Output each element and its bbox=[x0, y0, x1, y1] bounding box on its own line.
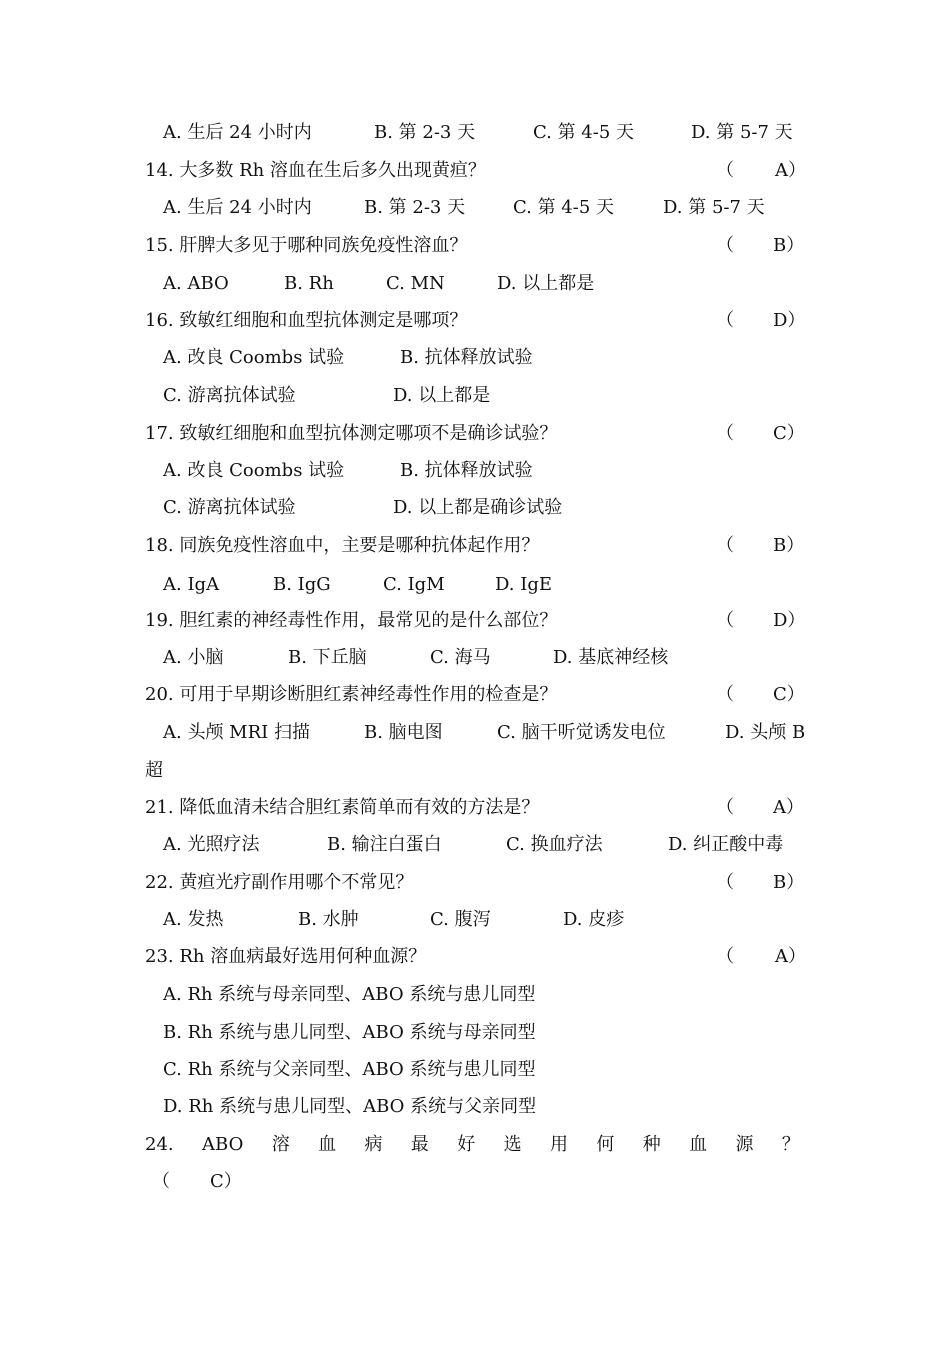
option-d: D. 以上都是 bbox=[497, 273, 595, 294]
option-b: B. Rh 系统与患儿同型、ABO 系统与母亲同型 bbox=[163, 1022, 536, 1043]
option-a: A. 改良 Coombs 试验 bbox=[163, 347, 345, 368]
answer-19: D） bbox=[773, 610, 806, 631]
option-d: D. Rh 系统与患儿同型、ABO 系统与父亲同型 bbox=[163, 1096, 537, 1117]
option-c: C. 换血疗法 bbox=[506, 834, 603, 855]
option-c: C. 游离抗体试验 bbox=[163, 497, 296, 518]
option-a: A. 生后 24 小时内 bbox=[163, 122, 312, 143]
option-b: B. 抗体释放试验 bbox=[400, 460, 533, 481]
question-24-part: 选 bbox=[503, 1134, 522, 1155]
option-a: A. Rh 系统与母亲同型、ABO 系统与患儿同型 bbox=[163, 984, 536, 1005]
answer-18: B） bbox=[773, 535, 805, 556]
option-a: A. 光照疗法 bbox=[163, 834, 260, 855]
option-a: A. 头颅 MRI 扫描 bbox=[163, 722, 310, 743]
option-d: D. 头颅 B bbox=[725, 722, 806, 743]
question-24-part: 血 bbox=[689, 1134, 708, 1155]
question-19: 19. 胆红素的神经毒性作用，最常见的是什么部位？ bbox=[145, 610, 558, 631]
answer-open-paren: （ bbox=[716, 610, 734, 631]
question-24-part: 血 bbox=[318, 1134, 337, 1155]
answer-open-paren: （ bbox=[716, 684, 734, 705]
answer-open-paren: （ bbox=[716, 797, 734, 818]
answer-22: B） bbox=[773, 872, 805, 893]
question-21: 21. 降低血清未结合胆红素简单而有效的方法是？ bbox=[145, 797, 540, 818]
answer-24: C） bbox=[210, 1171, 242, 1192]
answer-16: D） bbox=[773, 310, 806, 331]
answer-open-paren: （ bbox=[716, 872, 734, 893]
option-c: C. IgM bbox=[383, 574, 445, 595]
answer-open-paren: （ bbox=[716, 235, 734, 256]
question-24-part: 溶 bbox=[271, 1134, 290, 1155]
option-a: A. IgA bbox=[163, 574, 220, 595]
option-c: C. 游离抗体试验 bbox=[163, 385, 296, 406]
question-15: 15. 肝脾大多见于哪种同族免疫性溶血？ bbox=[145, 235, 468, 256]
question-24-part: 源 bbox=[735, 1134, 754, 1155]
question-24 bbox=[145, 1134, 800, 1156]
option-d: D. 基底神经核 bbox=[553, 647, 669, 668]
option-d-continuation: 超 bbox=[145, 760, 163, 781]
question-23: 23. Rh 溶血病最好选用何种血源？ bbox=[145, 946, 427, 967]
option-d: D. 第 5-7 天 bbox=[691, 122, 793, 143]
question-24-part: 最 bbox=[410, 1134, 429, 1155]
question-24-part: ？ bbox=[781, 1134, 800, 1155]
option-b: B. 水肿 bbox=[298, 909, 359, 930]
answer-open-paren: （ bbox=[152, 1171, 170, 1192]
option-d: D. 纠正酸中毒 bbox=[668, 834, 784, 855]
question-24-part: ABO bbox=[202, 1134, 244, 1155]
answer-open-paren: （ bbox=[716, 423, 734, 444]
answer-open-paren: （ bbox=[716, 160, 734, 181]
question-18: 18. 同族免疫性溶血中，主要是哪种抗体起作用？ bbox=[145, 535, 540, 556]
question-22: 22. 黄疸光疗副作用哪个不常见？ bbox=[145, 872, 414, 893]
option-b: B. IgG bbox=[273, 574, 331, 595]
option-a: A. 发热 bbox=[163, 909, 224, 930]
option-b: B. 下丘脑 bbox=[288, 647, 367, 668]
answer-14: A） bbox=[775, 160, 806, 181]
answer-17: C） bbox=[773, 423, 805, 444]
question-17: 17. 致敏红细胞和血型抗体测定哪项不是确诊试验？ bbox=[145, 423, 558, 444]
question-14: 14. 大多数 Rh 溶血在生后多久出现黄疸？ bbox=[145, 160, 486, 181]
option-b: B. Rh bbox=[284, 273, 334, 294]
option-c: C. 腹泻 bbox=[430, 909, 491, 930]
option-a: A. ABO bbox=[163, 273, 229, 294]
question-24-part: 好 bbox=[457, 1134, 476, 1155]
answer-23: A） bbox=[775, 946, 806, 967]
option-c: C. 第 4-5 天 bbox=[533, 122, 635, 143]
option-c: C. Rh 系统与父亲同型、ABO 系统与患儿同型 bbox=[163, 1059, 536, 1080]
option-b: B. 输注白蛋白 bbox=[327, 834, 442, 855]
question-24-part: 24. bbox=[145, 1134, 174, 1155]
answer-open-paren: （ bbox=[716, 946, 734, 967]
question-20: 20. 可用于早期诊断胆红素神经毒性作用的检查是？ bbox=[145, 684, 558, 705]
option-c: C. 海马 bbox=[430, 647, 491, 668]
answer-open-paren: （ bbox=[716, 310, 734, 331]
option-b: B. 抗体释放试验 bbox=[400, 347, 533, 368]
answer-21: A） bbox=[773, 797, 804, 818]
option-b: B. 第 2-3 天 bbox=[374, 122, 476, 143]
answer-20: C） bbox=[773, 684, 805, 705]
answer-15: B） bbox=[773, 235, 805, 256]
option-d: D. 第 5-7 天 bbox=[663, 197, 765, 218]
question-24-part: 用 bbox=[549, 1134, 568, 1155]
option-d: D. IgE bbox=[495, 574, 553, 595]
option-c: C. MN bbox=[386, 273, 445, 294]
option-a: A. 小脑 bbox=[163, 647, 224, 668]
option-c: C. 第 4-5 天 bbox=[513, 197, 615, 218]
option-b: B. 第 2-3 天 bbox=[364, 197, 466, 218]
option-d: D. 皮疹 bbox=[563, 909, 625, 930]
answer-open-paren: （ bbox=[716, 535, 734, 556]
option-a: A. 改良 Coombs 试验 bbox=[163, 460, 345, 481]
option-d: D. 以上都是 bbox=[393, 385, 491, 406]
option-b: B. 脑电图 bbox=[364, 722, 443, 743]
question-24-part: 种 bbox=[642, 1134, 661, 1155]
option-c: C. 脑干听觉诱发电位 bbox=[497, 722, 666, 743]
question-16: 16. 致敏红细胞和血型抗体测定是哪项？ bbox=[145, 310, 468, 331]
option-d: D. 以上都是确诊试验 bbox=[393, 497, 563, 518]
option-a: A. 生后 24 小时内 bbox=[163, 197, 312, 218]
question-24-part: 何 bbox=[596, 1134, 615, 1155]
question-24-part: 病 bbox=[364, 1134, 383, 1155]
